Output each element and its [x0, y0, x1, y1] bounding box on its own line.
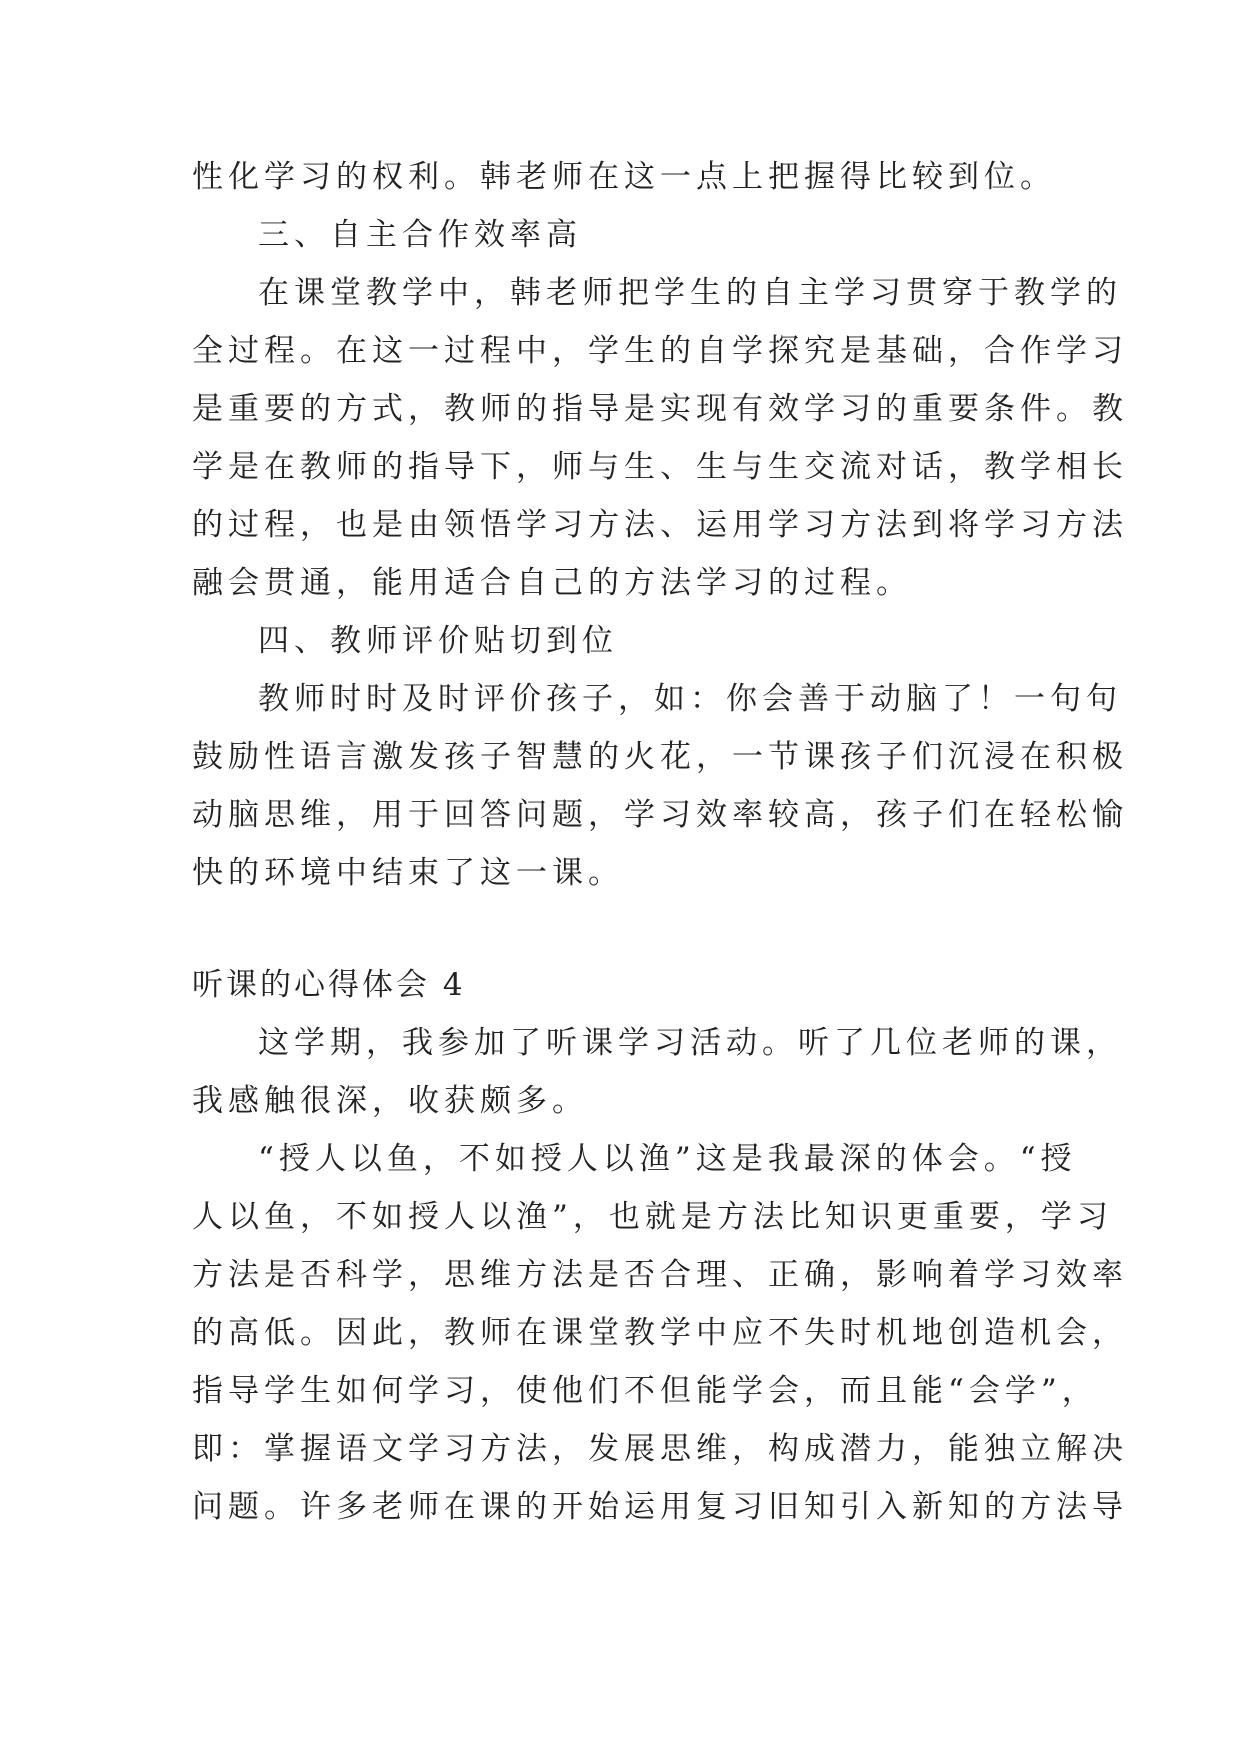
body-text-line: 学是在教师的指导下，师与生、生与生交流对话，教学相长 [192, 449, 1128, 485]
body-text-line: 性化学习的权利。韩老师在这一点上把握得比较到位。 [192, 159, 1056, 195]
section-gap [192, 902, 1062, 956]
body-text-line: 人以鱼，不如授人以渔”，也就是方法比知识更重要，学习 [192, 1199, 1113, 1235]
body-text-line: 在课堂教学中，韩老师把学生的自主学习贯穿于教学的 [258, 275, 1122, 311]
body-text-line: “授人以鱼，不如授人以渔”这是我最深的体会。“授 [258, 1141, 1077, 1177]
body-text-line: 教师时时及时评价孩子，如：你会善于动脑了！一句句 [258, 681, 1122, 717]
body-text-line: 全过程。在这一过程中，学生的自学探究是基础，合作学习 [192, 333, 1128, 369]
body-text-line: 指导学生如何学习，使他们不但能学会，而且能“会学”， [192, 1373, 1098, 1409]
section-heading-4: 四、教师评价贴切到位 [258, 623, 618, 659]
body-text-line: 这学期，我参加了听课学习活动。听了几位老师的课， [258, 1025, 1122, 1061]
body-text-line: 我感触很深，收获颇多。 [192, 1083, 588, 1119]
body-text-line: 动脑思维，用于回答问题，学习效率较高，孩子们在轻松愉 [192, 797, 1128, 833]
body-text-line: 问题。许多老师在课的开始运用复习旧知引入新知的方法导 [192, 1489, 1128, 1525]
body-text-line: 的高低。因此，教师在课堂教学中应不失时机地创造机会， [192, 1315, 1128, 1351]
body-text-line: 的过程，也是由领悟学习方法、运用学习方法到将学习方法 [192, 507, 1128, 543]
body-text-line: 是重要的方式，教师的指导是实现有效学习的重要条件。教 [192, 391, 1128, 427]
body-text-line: 鼓励性语言激发孩子智慧的火花，一节课孩子们沉浸在积极 [192, 739, 1128, 775]
body-text-line: 融会贯通，能用适合自己的方法学习的过程。 [192, 565, 912, 601]
body-text-line: 快的环境中结束了这一课。 [192, 855, 624, 891]
section-heading-3: 三、自主合作效率高 [258, 217, 582, 253]
body-text-line: 即：掌握语文学习方法，发展思维，构成潜力，能独立解决 [192, 1431, 1128, 1467]
body-text-line: 方法是否科学，思维方法是否合理、正确，影响着学习效率 [192, 1257, 1128, 1293]
article-title: 听课的心得体会 4 [192, 967, 466, 1003]
document-page [192, 148, 1128, 1536]
